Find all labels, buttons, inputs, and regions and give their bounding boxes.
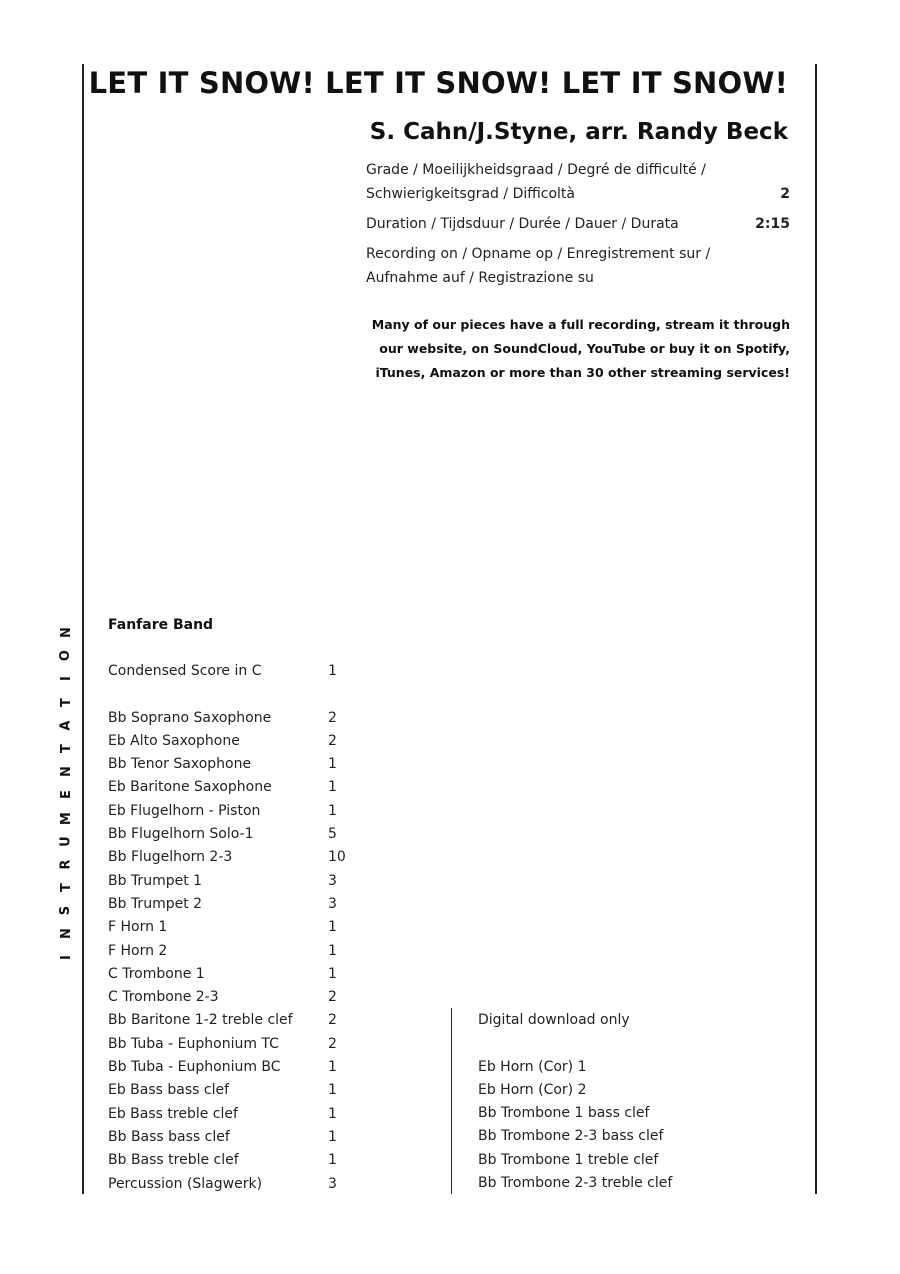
left-border-rule [82, 64, 84, 1194]
part-row [108, 1126, 438, 1149]
part-row [108, 1079, 438, 1102]
list-spacer [108, 683, 438, 706]
part-row [108, 776, 438, 799]
digital-part-row: Eb Horn (Cor) 1 [478, 1058, 587, 1075]
recording-block [366, 242, 790, 290]
part-row [108, 870, 438, 893]
part-name: F Horn 1 [108, 919, 168, 936]
sidebar-letter: M [58, 811, 74, 825]
score-row [108, 660, 438, 683]
part-qty: 3 [328, 1175, 337, 1192]
part-row [108, 940, 438, 963]
grade-label-line1: Grade / Moeilijkheidsgraad / Degré de difficulté / [366, 162, 706, 178]
part-row [108, 846, 438, 869]
part-row [108, 1056, 438, 1079]
digital-part-row: Bb Trombone 2-3 treble clef [478, 1175, 673, 1192]
duration-label: Duration / Tijdsduur / Durée / Dauer / Durata [366, 216, 679, 232]
sidebar-letter: U [58, 836, 74, 847]
recording-line1: Recording on / Opname op / Enregistrement sur / [366, 246, 711, 262]
part-row [108, 1009, 438, 1032]
part-name: Bb Tuba - Euphonium BC [108, 1059, 281, 1076]
composer-arranger: S. Cahn/J.Styne, arr. Randy Beck [369, 119, 788, 145]
sidebar-letter: I [58, 676, 74, 682]
part-name: Percussion (Slagwerk) [108, 1175, 263, 1192]
sidebar-letter: O [58, 650, 74, 662]
part-name: Bb Tenor Saxophone [108, 756, 252, 773]
notice-line2: our website, on SoundCloud, YouTube or buy it on Spotify, [379, 341, 790, 356]
part-row [108, 1103, 438, 1126]
part-qty: 1 [328, 942, 337, 959]
part-qty: 1 [328, 1152, 337, 1169]
score-name: Condensed Score in C [108, 663, 262, 679]
part-name: Bb Trumpet 2 [108, 895, 203, 912]
sidebar-letter: S [58, 906, 74, 916]
grade-value: 2 [780, 186, 790, 202]
part-row [108, 893, 438, 916]
band-heading: Fanfare Band [108, 617, 214, 633]
sidebar-letter: T [58, 883, 74, 893]
part-name: Bb Flugelhorn Solo-1 [108, 826, 254, 843]
part-row [108, 916, 438, 939]
sidebar-letter: E [58, 790, 74, 800]
digital-part-row: Bb Trombone 1 treble clef [478, 1151, 659, 1168]
sidebar-letter: T [58, 697, 74, 707]
part-name: Bb Flugelhorn 2-3 [108, 849, 233, 866]
grade-block [366, 158, 790, 206]
part-qty: 2 [328, 989, 337, 1006]
part-name: C Trombone 1 [108, 965, 205, 982]
part-name: Eb Alto Saxophone [108, 732, 240, 749]
part-name: Eb Bass treble clef [108, 1105, 238, 1122]
part-row [108, 800, 438, 823]
part-qty: 1 [328, 965, 337, 982]
grade-label-line2: Schwierigkeitsgrad / Difficoltà [366, 186, 575, 202]
part-row [108, 986, 438, 1009]
streaming-notice [366, 313, 790, 385]
digital-part-row: Eb Horn (Cor) 2 [478, 1081, 587, 1098]
part-qty: 1 [328, 919, 337, 936]
part-name: F Horn 2 [108, 942, 168, 959]
part-qty: 2 [328, 709, 337, 726]
sidebar-letter: T [58, 744, 74, 753]
part-qty: 1 [328, 756, 337, 773]
part-row [108, 707, 438, 730]
part-row [108, 1149, 438, 1172]
sidebar-letter: N [58, 627, 74, 639]
instrumentation-vertical-label [54, 621, 78, 969]
part-name: Bb Baritone 1-2 treble clef [108, 1012, 293, 1029]
notice-line1: Many of our pieces have a full recording, stream it through [371, 317, 790, 332]
digital-part-row: Bb Trombone 2-3 bass clef [478, 1128, 664, 1145]
part-qty: 1 [328, 1128, 337, 1145]
part-row [108, 1033, 438, 1056]
digital-divider-rule [451, 1008, 452, 1194]
parts-list [108, 660, 438, 1196]
part-qty: 1 [328, 802, 337, 819]
part-row [108, 1173, 438, 1196]
part-qty: 2 [328, 732, 337, 749]
part-name: C Trombone 2-3 [108, 989, 219, 1006]
digital-part-row: Bb Trombone 1 bass clef [478, 1105, 650, 1122]
part-qty: 3 [328, 872, 337, 889]
piece-title: LET IT SNOW! LET IT SNOW! LET IT SNOW! [88, 66, 788, 100]
part-name: Eb Flugelhorn - Piston [108, 802, 261, 819]
sidebar-letter: N [58, 766, 74, 778]
part-name: Bb Tuba - Euphonium TC [108, 1035, 279, 1052]
list-spacer [478, 1032, 798, 1055]
sidebar-letter: N [58, 928, 74, 940]
part-qty: 2 [328, 1012, 337, 1029]
part-row [108, 823, 438, 846]
sidebar-letter: I [58, 954, 74, 960]
part-row [108, 753, 438, 776]
right-border-rule [815, 64, 817, 1194]
part-name: Bb Bass bass clef [108, 1128, 230, 1145]
part-row [108, 963, 438, 986]
sidebar-letter: R [58, 859, 74, 870]
part-name: Bb Soprano Saxophone [108, 709, 272, 726]
part-qty: 1 [328, 779, 337, 796]
score-qty: 1 [328, 663, 337, 679]
duration-value: 2:15 [755, 216, 790, 232]
duration-block [366, 212, 790, 236]
part-name: Bb Trumpet 1 [108, 872, 203, 889]
part-qty: 5 [328, 826, 337, 843]
part-name: Bb Bass treble clef [108, 1152, 239, 1169]
digital-download-list [478, 1009, 798, 1195]
part-qty: 10 [328, 849, 346, 866]
recording-line2: Aufnahme auf / Registrazione su [366, 270, 594, 286]
part-qty: 1 [328, 1082, 337, 1099]
part-name: Eb Baritone Saxophone [108, 779, 272, 796]
part-qty: 1 [328, 1059, 337, 1076]
part-qty: 2 [328, 1035, 337, 1052]
part-row [108, 730, 438, 753]
part-name: Eb Bass bass clef [108, 1082, 230, 1099]
notice-line3: iTunes, Amazon or more than 30 other streaming services! [375, 365, 790, 380]
digital-heading: Digital download only [478, 1012, 630, 1028]
sidebar-letter: A [58, 720, 74, 731]
part-qty: 3 [328, 895, 337, 912]
part-qty: 1 [328, 1105, 337, 1122]
